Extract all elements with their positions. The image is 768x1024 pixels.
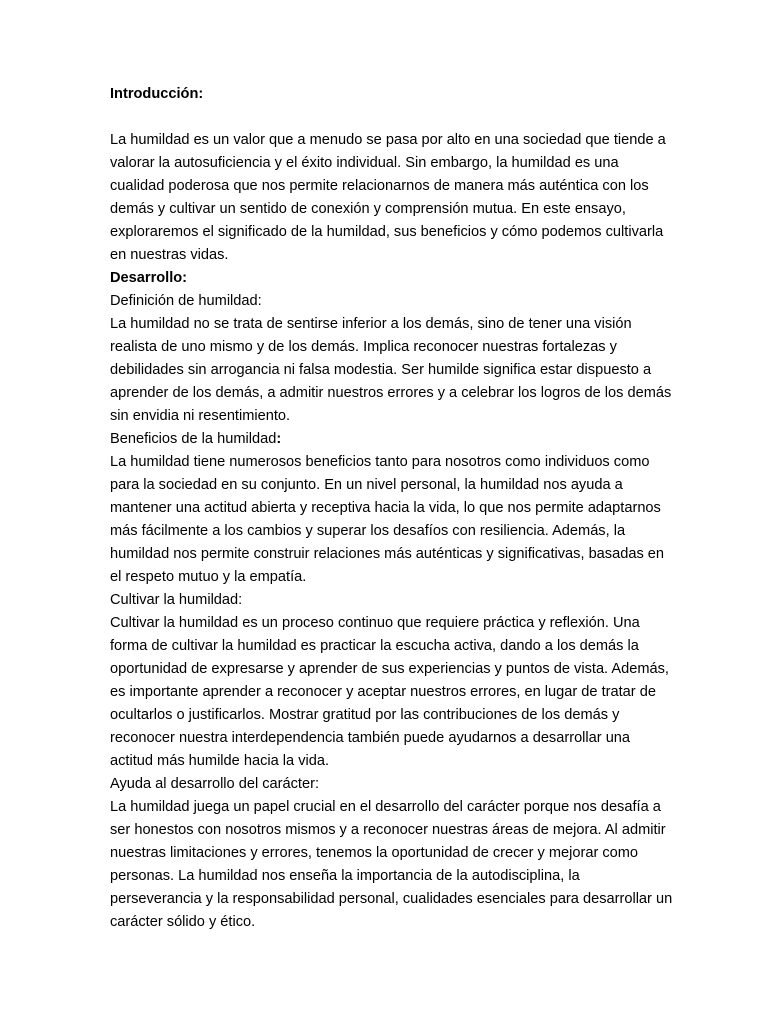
development-heading: Desarrollo: [110, 270, 188, 286]
cultivate-line: es importante aprender a reconocer y aceptar nuestros errores, en lugar de tratar de [110, 684, 656, 700]
benefits-line: mantener una actitud abierta y receptiva hacia la vida, lo que nos permite adaptarnos [110, 500, 661, 516]
paragraph-spacer [110, 106, 666, 129]
definition-line: debilidades sin arrogancia ni falsa modestia. Ser humilde significa estar dispuesto a [110, 362, 652, 378]
character-line: perseverancia y la responsabilidad personal, cualidades esenciales para desarrollar un [110, 891, 673, 907]
intro-line: cualidad poderosa que nos permite relacionarnos de manera más auténtica con los [110, 178, 649, 194]
benefits-paragraph [110, 451, 666, 589]
cultivate-line: ocultarlos o justificarlos. Mostrar gratitud por las contribuciones de los demás y [110, 707, 620, 723]
intro-line: exploraremos el significado de la humildad, sus beneficios y cómo podemos cultivarla [110, 224, 664, 240]
character-line: nuestras limitaciones y errores, tenemos la oportunidad de crecer y mejorar como [110, 845, 639, 861]
document-body [110, 83, 673, 934]
cultivate-line: Cultivar la humildad es un proceso continuo que requiere práctica y reflexión. Una [110, 615, 640, 631]
character-subheading: Ayuda al desarrollo del carácter: [110, 776, 320, 792]
intro-heading: Introducción: [110, 86, 204, 102]
definition-line: aprender de los demás, a admitir nuestros errores y a celebrar los logros de los demás [110, 385, 672, 401]
benefits-line: humildad nos permite construir relaciones más auténticas y significativas, basadas en [110, 546, 665, 562]
character-line: personas. La humildad nos enseña la importancia de la autodisciplina, la [110, 868, 580, 884]
character-line: ser honestos con nosotros mismos y a reconocer nuestras áreas de mejora. Al admitir [110, 822, 666, 838]
cultivate-subheading: Cultivar la humildad: [110, 592, 243, 608]
cultivate-line: actitud más humilde hacia la vida. [110, 753, 330, 769]
definition-line: realista de uno mismo y de los demás. Implica reconocer nuestras fortalezas y [110, 339, 617, 355]
benefits-line: más fácilmente a los cambios y superar los desafíos con resiliencia. Además, la [110, 523, 626, 539]
character-line: carácter sólido y ético. [110, 914, 256, 930]
intro-line: valorar la autosuficiencia y el éxito individual. Sin embargo, la humildad es una [110, 155, 619, 171]
benefits-subheading-line [110, 428, 666, 451]
character-line: La humildad juega un papel crucial en el desarrollo del carácter porque nos desafía a [110, 799, 661, 815]
definition-line: La humildad no se trata de sentirse inferior a los demás, sino de tener una visión [110, 316, 632, 332]
benefits-subheading-colon: : [276, 431, 282, 447]
intro-line: demás y cultivar un sentido de conexión y comprensión mutua. En este ensayo, [110, 201, 626, 217]
intro-paragraph [110, 129, 666, 267]
cultivate-line: forma de cultivar la humildad es practicar la escucha activa, dando a los demás la [110, 638, 639, 654]
cultivate-line: reconocer nuestra interdependencia también puede ayudarnos a desarrollar una [110, 730, 631, 746]
benefits-line: el respeto mutuo y la empatía. [110, 569, 307, 585]
benefits-subheading: Beneficios de la humildad [110, 431, 277, 447]
benefits-line: La humildad tiene numerosos beneficios tanto para nosotros como individuos como [110, 454, 650, 470]
definition-subheading: Definición de humildad: [110, 293, 262, 309]
benefits-line: para la sociedad en su conjunto. En un nivel personal, la humildad nos ayuda a [110, 477, 623, 493]
definition-paragraph [110, 313, 672, 428]
cultivate-line: oportunidad de expresarse y aprender de sus experiencias y puntos de vista. Además, [110, 661, 669, 677]
character-paragraph [110, 796, 673, 934]
intro-line: La humildad es un valor que a menudo se pasa por alto en una sociedad que tiende a [110, 132, 666, 148]
intro-line: en nuestras vidas. [110, 247, 229, 263]
definition-line: sin envidia ni resentimiento. [110, 408, 291, 424]
cultivate-paragraph [110, 612, 669, 773]
